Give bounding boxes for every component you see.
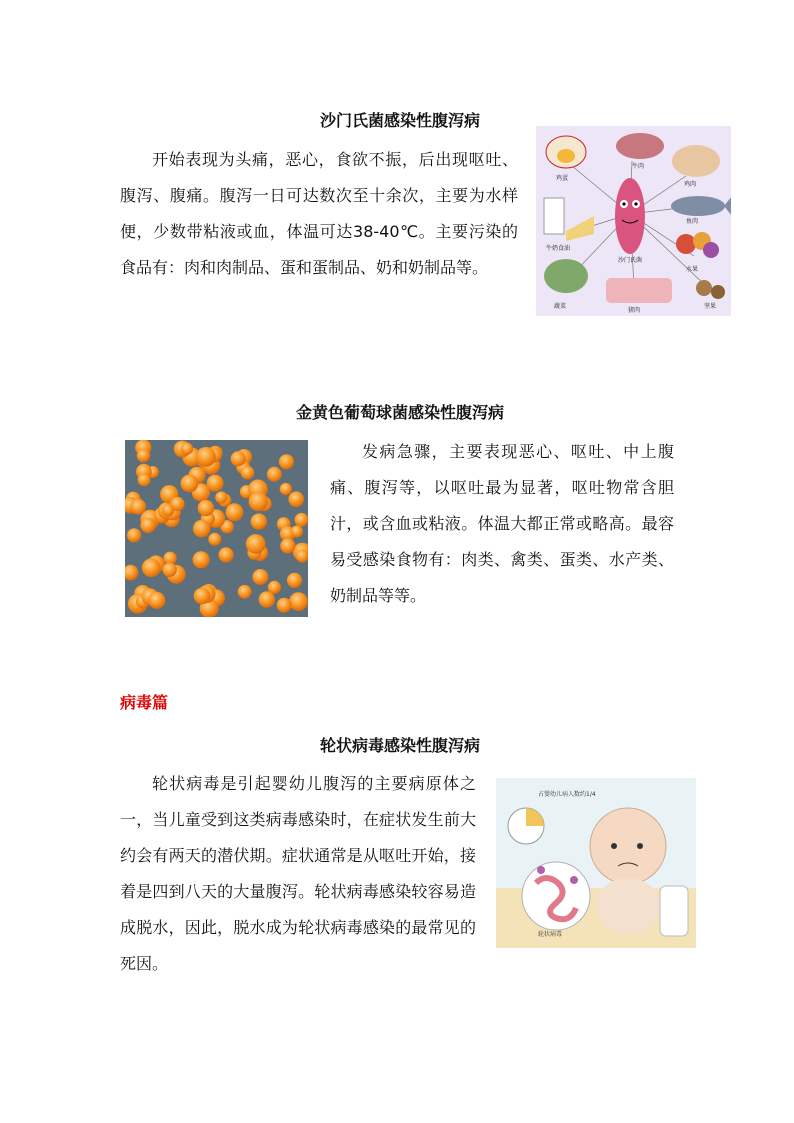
coccus-cell (219, 547, 234, 562)
chart-caption: 占婴幼儿病人数约1/4 (538, 791, 596, 798)
coccus-cell (193, 520, 211, 538)
coccus-cell (130, 499, 146, 515)
coccus-cell (246, 534, 266, 554)
coccus-cell (251, 513, 267, 529)
label-salmonella: 沙门氏菌 (618, 257, 643, 264)
coccus-cell (238, 585, 252, 599)
coccus-cell (148, 592, 165, 609)
coccus-cell (279, 454, 294, 469)
coccus-cell (181, 443, 193, 455)
coccus-cell (208, 533, 221, 546)
coccus-cell (277, 598, 292, 613)
label-milk-oil: 牛奶食油 (546, 245, 571, 252)
coccus-cell (231, 451, 246, 466)
coccus-cell (289, 592, 308, 611)
coccus-cell (249, 492, 268, 511)
coccus-cell (198, 500, 214, 516)
rotavirus-child-illustration (496, 778, 696, 948)
coccus-cell (291, 525, 303, 537)
coccus-cell (280, 483, 292, 495)
staphylococcus-micrograph (125, 440, 308, 617)
coccus-cell (241, 466, 255, 480)
coccus-cell (194, 588, 211, 605)
coccus-cell (226, 503, 244, 521)
coccus-cell (138, 473, 151, 486)
staphylococcus-paragraph: 发病急骤，主要表现恶心、呕吐、中上腹痛、腹泻等，以呕吐最为显著，呕吐物常含胆汁，或含血或粘液。体温大都正常或略高。最容易受感染食物有：肉类、禽类、蛋类、水产类、奶制品等等。 (330, 442, 674, 605)
coccus-cell (137, 449, 150, 462)
label-beef: 牛肉 (632, 163, 645, 170)
label-fruit: 水果 (686, 266, 699, 273)
coccus-cell (140, 518, 155, 533)
label-vegetable: 蔬菜 (554, 303, 567, 310)
coccus-cell (142, 558, 161, 577)
coccus-cell (181, 475, 199, 493)
coccus-cell (163, 563, 177, 577)
label-nuts: 坚果 (704, 303, 717, 310)
coccus-cell (259, 591, 275, 607)
coccus-cell (170, 497, 185, 512)
label-pork: 猪肉 (628, 307, 641, 314)
label-fish: 鱼肉 (686, 218, 699, 225)
coccus-cell (288, 491, 304, 507)
coccus-cell (295, 513, 308, 527)
coccus-cell (196, 447, 216, 467)
coccus-cell (127, 528, 141, 542)
coccus-cell (215, 491, 227, 503)
coccus-cell (207, 475, 224, 492)
label-egg: 鸡蛋 (556, 175, 569, 182)
coccus-cell (287, 573, 302, 588)
rotavirus-paragraph: 轮状病毒是引起婴幼儿腹泻的主要病原体之一，当儿童受到这类病毒感染时，在症状发生前大约会有两天的潜伏期。症状通常是从呕吐开始，接着是四到八天的大量腹泻。轮状病毒感染较容易造成脱水，因此，脱水成为轮状病毒感染的最常见的死因。 (120, 774, 476, 973)
coccus-cell (267, 467, 282, 482)
bubble-caption: 轮状病毒 (538, 931, 563, 938)
virus-section-label: 病毒篇 (120, 693, 169, 712)
label-chicken: 鸡肉 (684, 181, 697, 188)
salmonella-paragraph: 开始表现为头痛，恶心，食欲不振，后出现呕吐、腹泻、腹痛。腹泻一日可达数次至十余次，主要为水样便，少数带粘液或血，体温可达38-40℃。主要污染的食品有：肉和肉制品、蛋和蛋制品、奶和奶制品等。 (120, 150, 518, 277)
section-title-rotavirus: 轮状病毒感染性腹泻病 (319, 736, 480, 755)
coccus-cell (193, 551, 210, 568)
coccus-cell (252, 569, 268, 585)
salmonella-food-illustration (536, 126, 731, 316)
section-title-salmonella: 沙门氏菌感染性腹泻病 (319, 111, 480, 130)
coccus-cell (280, 538, 295, 553)
section-title-staphylococcus: 金黄色葡萄球菌感染性腹泻病 (295, 403, 504, 422)
